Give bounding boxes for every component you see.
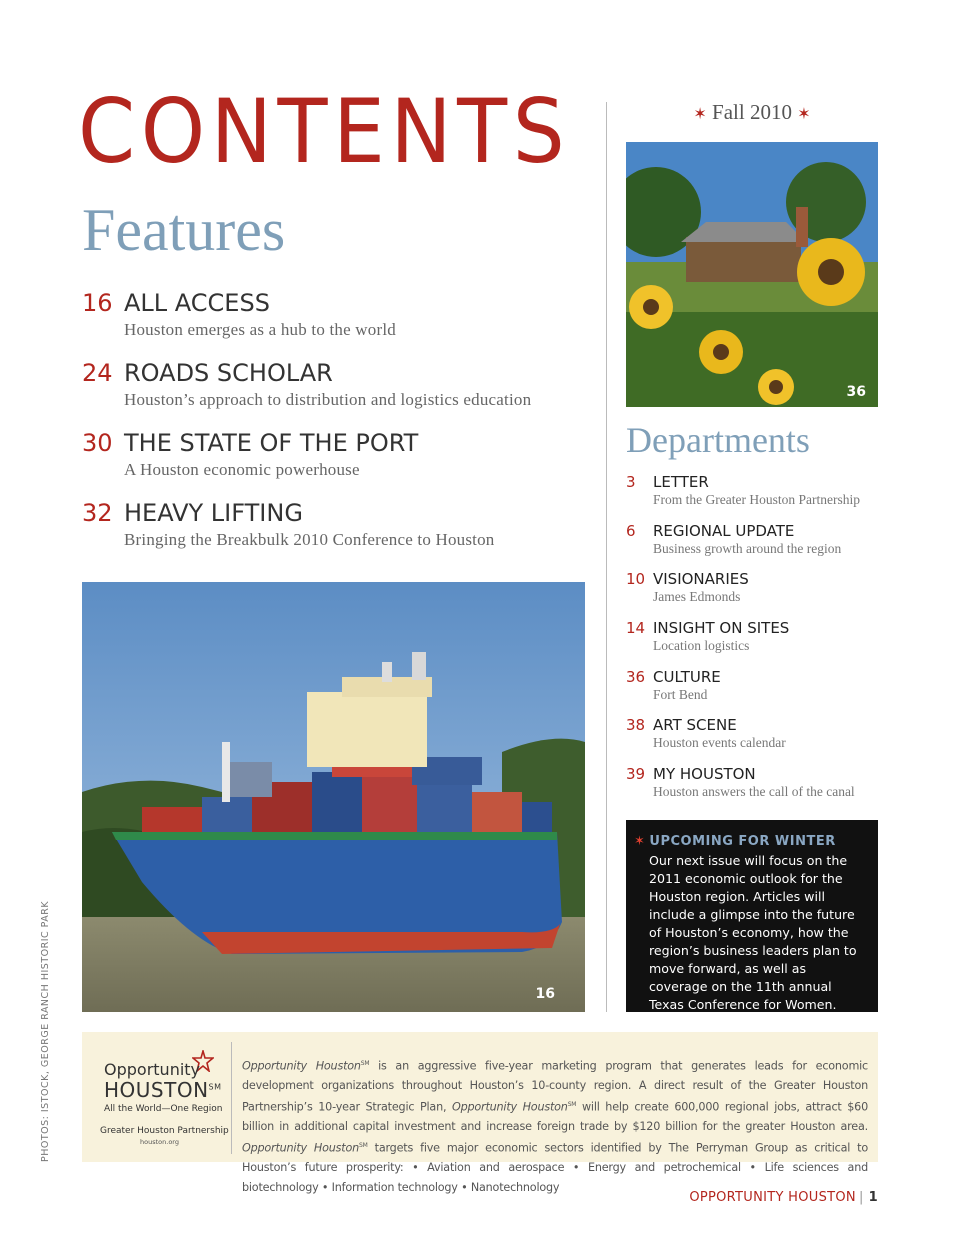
department-item[interactable]: [626, 764, 886, 813]
department-item[interactable]: [626, 472, 886, 521]
department-page-number: 39: [626, 765, 646, 784]
department-description: Houston events calendar: [653, 735, 786, 751]
feature-item[interactable]: [82, 496, 592, 566]
feature-title: HEAVY LIFTING: [124, 499, 303, 527]
feature-item[interactable]: [82, 426, 592, 496]
feature-description: A Houston economic powerhouse: [124, 460, 360, 479]
feature-description: Houston’s approach to distribution and logistics education: [124, 390, 532, 409]
photo-credit: PHOTOS: ISTOCK, GEORGE RANCH HISTORIC PARK: [40, 900, 51, 1162]
description-part-3: targets five major economic sectors identified by The Perryman Group as critical to Houston’s future prosperity: • Aviation and aerospace • Energy and petrochemical • Life sciences and biotechnology • Information technology • Nanotechnology: [242, 1142, 869, 1194]
container-ship-illustration: [82, 582, 585, 1012]
department-title: ART SCENE: [653, 716, 737, 735]
department-page-number: 36: [626, 667, 646, 686]
logo-line-2: [104, 1078, 222, 1102]
department-description: Business growth around the region: [653, 540, 842, 556]
feature-item[interactable]: [82, 286, 592, 356]
service-mark: SM: [359, 1142, 368, 1150]
features-heading: Features: [82, 197, 286, 263]
upcoming-body: Our next issue will focus on the 2011 economic outlook for the Houston region. Articles will include a glimpse into the future of Houston’s economy, how the region’s business leaders plan to move forward, as well as coverage on the 11th annual Texas Conference for Women.: [649, 853, 857, 1012]
upcoming-heading: [634, 834, 868, 849]
band-divider: [231, 1042, 232, 1154]
department-description: James Edmonds: [653, 589, 741, 605]
feature-page-number: 30: [82, 429, 113, 457]
star-icon: ✶: [797, 106, 811, 123]
season-label: Fall 2010: [712, 100, 792, 124]
department-item[interactable]: [626, 715, 886, 764]
features-list: [82, 286, 592, 566]
department-description: Houston answers the call of the canal: [653, 784, 855, 800]
footer-separator: |: [858, 1190, 864, 1205]
feature-title: ROADS SCHOLAR: [124, 359, 333, 387]
feature-page-number: 24: [82, 359, 113, 387]
department-item[interactable]: [626, 521, 886, 570]
department-item[interactable]: [626, 667, 886, 716]
department-page-number: 38: [626, 716, 646, 735]
logo-tagline: All the World—One Region: [104, 1104, 223, 1114]
opportunity-houston-logo[interactable]: [92, 1056, 237, 1146]
department-title: REGIONAL UPDATE: [653, 521, 795, 540]
star-icon: ✶: [634, 834, 646, 849]
feature-description: Houston emerges as a hub to the world: [124, 320, 396, 339]
service-mark: SM: [567, 1101, 577, 1109]
service-mark: SM: [360, 1060, 370, 1068]
logo-organization: Greater Houston Partnership: [100, 1126, 229, 1136]
logo-service-mark: SM: [208, 1082, 222, 1092]
page-number: 1: [868, 1190, 878, 1205]
star-icon: ✶: [693, 106, 707, 123]
department-title: LETTER: [653, 473, 709, 491]
department-title: CULTURE: [653, 667, 721, 686]
department-description: Fort Bend: [653, 686, 708, 702]
department-item[interactable]: [626, 618, 886, 667]
feature-title: THE STATE OF THE PORT: [124, 429, 419, 457]
logo-url: houston.org: [140, 1138, 179, 1146]
ranch-illustration: [626, 142, 878, 407]
opportunity-description: [242, 1054, 868, 1197]
program-name: Opportunity Houston: [242, 1059, 361, 1073]
upcoming-heading-text: UPCOMING FOR WINTER: [649, 834, 836, 849]
opportunity-houston-band: [82, 1032, 878, 1194]
departments-heading: Departments: [626, 420, 810, 460]
footer-label: OPPORTUNITY HOUSTON: [689, 1190, 856, 1205]
feature-description: Bringing the Breakbulk 2010 Conference to Houston: [124, 530, 495, 549]
photo-page-number: 36: [846, 384, 866, 400]
department-description: From the Greater Houston Partnership: [653, 492, 860, 507]
logo-houston: HOUSTON: [104, 1078, 209, 1102]
column-divider: [606, 102, 607, 1012]
feature-page-number: 32: [82, 499, 113, 527]
feature-page-number: 16: [82, 289, 113, 317]
photo-page-number: 16: [535, 986, 555, 1002]
description-part-1: is an aggressive five-year marketing program that generates leads for economic development organizations throughout Houston’s 10-county region. A direct result of the Greater Houston Partnership’s 10-year Strategic Plan,: [242, 1059, 869, 1115]
department-title: INSIGHT ON SITES: [653, 619, 790, 638]
issue-season: [626, 100, 878, 125]
logo-line-1: Opportunity: [104, 1060, 201, 1079]
department-page-number: 10: [626, 570, 646, 589]
department-page-number: 14: [626, 619, 646, 638]
feature-item[interactable]: [82, 356, 592, 426]
department-page-number: 3: [626, 473, 636, 491]
feature-title: ALL ACCESS: [124, 289, 270, 317]
program-name: Opportunity Houston: [242, 1142, 360, 1156]
department-page-number: 6: [626, 521, 636, 540]
page-footer: [689, 1190, 878, 1205]
ranch-sunflower-photo[interactable]: [626, 142, 878, 407]
description-part-2: will help create 600,000 regional jobs, attract $60 billion in additional capital investment and increase foreign trade by $120 billion for the greater Houston area.: [242, 1101, 869, 1134]
upcoming-winter-box: [626, 820, 878, 1012]
program-name: Opportunity Houston: [452, 1101, 568, 1115]
department-item[interactable]: [626, 569, 886, 618]
department-title: VISIONARIES: [653, 570, 749, 589]
container-ship-photo[interactable]: [82, 582, 585, 1012]
department-description: Location logistics: [653, 638, 750, 654]
page-title: CONTENTS: [78, 80, 571, 183]
department-title: MY HOUSTON: [653, 765, 756, 784]
departments-list: [626, 472, 886, 813]
